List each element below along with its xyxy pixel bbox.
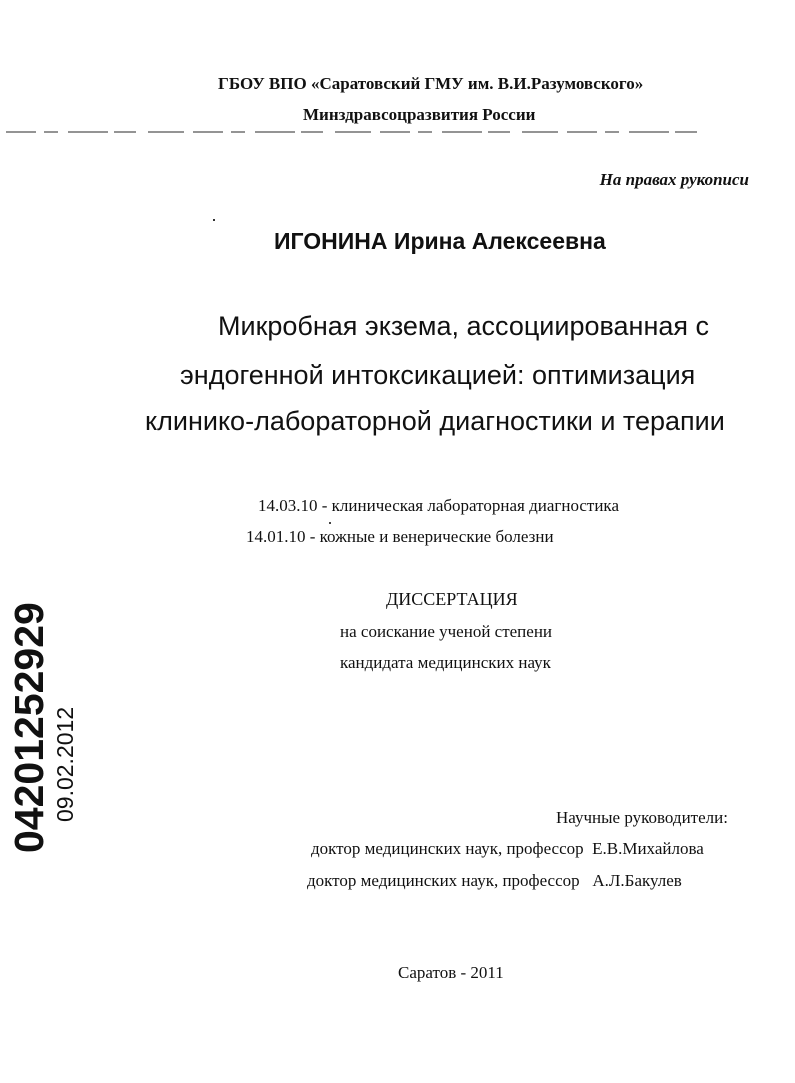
thesis-title-line-2: эндогенной интоксикацией: оптимизация xyxy=(180,360,696,390)
thesis-title-line-1: Микробная экзема, ассоциированная с xyxy=(218,311,710,341)
library-stamp-date: 09.02.2012 xyxy=(52,706,78,822)
document-type: ДИССЕРТАЦИЯ xyxy=(386,589,518,609)
thesis-title-line-3: клинико-лабораторной диагностики и терапии xyxy=(145,406,725,436)
supervisor-line-1: доктор медицинских наук, профессор Е.В.Михайлова xyxy=(311,839,704,858)
supervisor-line-2: доктор медицинских наук, профессор А.Л.Бакулев xyxy=(307,871,682,890)
specialty-line-2: 14.01.10 - кожные и венерические болезни xyxy=(246,527,554,546)
degree-purpose-line-1: на соискание ученой степени xyxy=(340,622,553,641)
place-and-year: Саратов - 2011 xyxy=(398,963,504,982)
specialty-line-1: 14.03.10 - клиническая лабораторная диагностика xyxy=(258,496,619,515)
author-name: ИГОНИНА Ирина Алексеевна xyxy=(274,228,606,254)
separator-dashed-line xyxy=(6,131,704,133)
ministry-name: Минздравсоцразвития России xyxy=(303,105,536,124)
supervisors-heading: Научные руководители: xyxy=(556,808,728,827)
scan-speck xyxy=(329,522,331,524)
library-stamp-number: 04201252929 xyxy=(6,602,52,853)
manuscript-rights-note: На правах рукописи xyxy=(599,170,749,189)
degree-purpose-line-2: кандидата медицинских наук xyxy=(340,653,551,672)
scan-speck xyxy=(213,219,215,221)
organization-name: ГБОУ ВПО «Саратовский ГМУ им. В.И.Разумовского» xyxy=(218,74,644,93)
